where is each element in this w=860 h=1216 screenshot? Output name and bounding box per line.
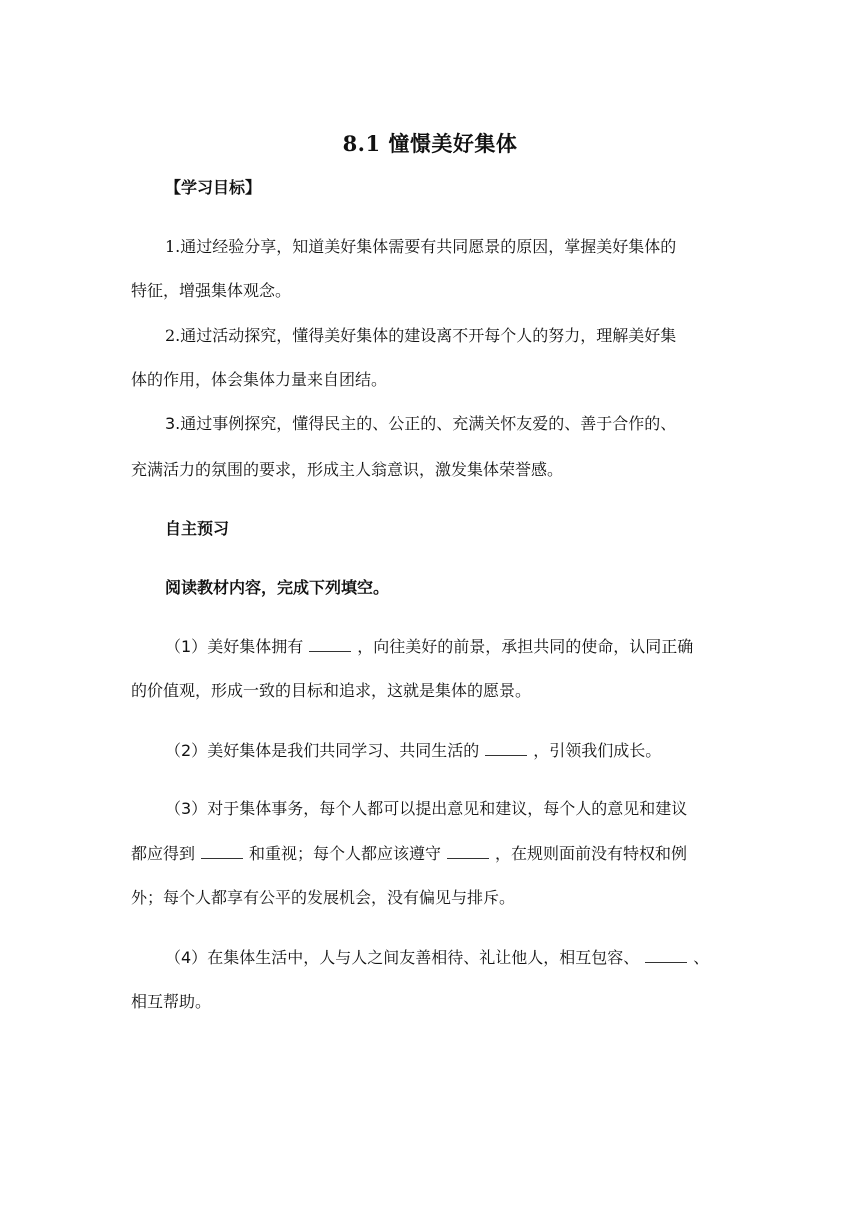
fill-blank-4[interactable] (447, 844, 489, 859)
question-4-line-2: 相互帮助。 (131, 992, 212, 1011)
fill-blank-3[interactable] (201, 844, 243, 859)
objective-1-line-2: 特征，增强集体观念。 (131, 281, 292, 300)
question-3-line-3: 外；每个人都享有公平的发展机会，没有偏见与排斥。 (131, 888, 516, 907)
objective-2-number: 2. (165, 326, 181, 345)
objective-2-line-2: 体的作用，体会集体力量来自团结。 (131, 370, 388, 389)
objective-2-text: 通过活动探究，懂得美好集体的建设离不开每个人的努力，理解美好集 (180, 326, 677, 345)
question-1-line-2: 的价值观，形成一致的目标和追求，这就是集体的愿景。 (131, 681, 532, 700)
question-3-line-2 (131, 843, 687, 865)
objective-3-line-2: 充满活力的氛围的要求，形成主人翁意识，激发集体荣誉感。 (131, 460, 564, 479)
question-4-line-1 (165, 947, 709, 969)
question-2-text-a: 美好集体是我们共同学习、共同生活的 (207, 741, 480, 760)
question-2-text-b: ，引领我们成长。 (533, 741, 662, 760)
question-3-text-a: 都应得到 (131, 844, 196, 863)
objectives-heading: 【学习目标】 (165, 178, 262, 197)
fill-blank-5[interactable] (645, 948, 687, 963)
question-3-text-line-1: 对于集体事务，每个人都可以提出意见和建议，每个人的意见和建议 (207, 799, 688, 818)
objective-3-line-1: 3.通过事例探究，懂得民主的、公正的、充满关怀友爱的、善于合作的、 (165, 414, 677, 433)
objective-2-line-1 (165, 325, 676, 347)
fill-blank-1[interactable] (309, 637, 351, 652)
question-2-line-1 (165, 740, 661, 762)
question-3-line-1 (165, 798, 687, 820)
question-1-line-1 (165, 636, 693, 658)
question-4-text-a: 在集体生活中，人与人之间友善相待、礼让他人，相互包容、 (207, 948, 640, 967)
question-3-number: （3） (165, 799, 208, 818)
fill-blank-2[interactable] (485, 741, 527, 756)
instruction-text: 阅读教材内容，完成下列填空。 (165, 578, 390, 597)
objective-1-line-1 (165, 236, 676, 258)
question-3-text-b: 和重视；每个人都应该遵守 (249, 844, 442, 863)
objective-1-text: 通过经验分享，知道美好集体需要有共同愿景的原因，掌握美好集体的 (180, 237, 677, 256)
page-title: 8.1 憧憬美好集体 (342, 131, 518, 156)
question-3-text-c: ，在规则面前没有特权和例 (495, 844, 688, 863)
objective-1-number: 1. (165, 237, 181, 256)
question-4-text-b: 、 (693, 948, 710, 967)
question-1-text-a: 美好集体拥有 (207, 637, 304, 656)
question-1-number: （1） (165, 637, 208, 656)
question-2-number: （2） (165, 741, 208, 760)
question-4-number: （4） (165, 948, 208, 967)
question-1-text-b: ，向往美好的前景，承担共同的使命，认同正确 (357, 637, 694, 656)
preview-heading: 自主预习 (165, 519, 230, 538)
